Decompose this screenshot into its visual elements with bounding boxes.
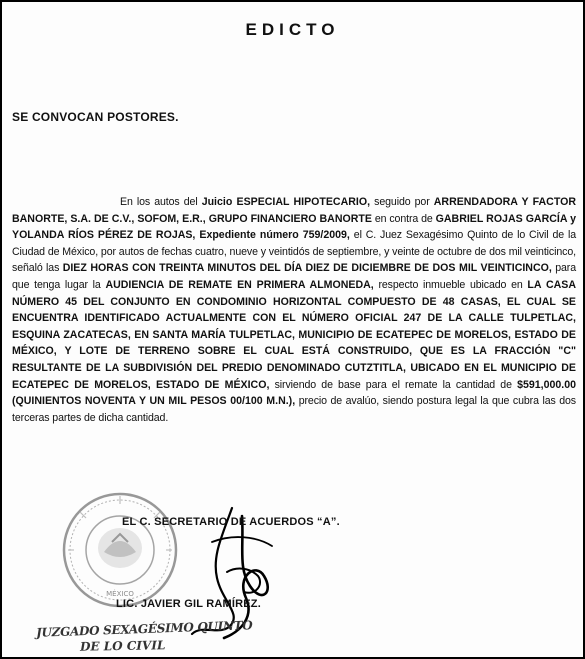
body-bold-4: DIEZ HORAS CON TREINTA MINUTOS DEL DÍA DIEZ DE DICIEMBRE DE DOS MIL VEINTICINCO, [62, 262, 552, 275]
body-text-5: para que tenga lugar la [12, 262, 576, 291]
body-text-2: seguido por [370, 196, 434, 208]
document-title: EDICTO [245, 20, 340, 39]
edict-body-paragraph [12, 194, 576, 426]
body-text-7: sirviendo de base para el remate la cantidad de [269, 378, 518, 391]
body-bold-1: Juicio ESPECIAL HIPOTECARIO, [201, 196, 371, 208]
body-text-1: En los autos del [120, 196, 202, 208]
body-bold-3: GABRIEL ROJAS GARCÍA y YOLANDA RÍOS PÉREZ DE ROJAS, Expediente número 759/2009, [12, 212, 577, 242]
court-seal-icon [60, 490, 180, 610]
signatory-name: LIC. JAVIER GIL RAMÍREZ. [116, 598, 261, 610]
body-bold-7: $591,000.00 (QUINIENTOS NOVENTA Y UN MIL PESOS 00/100 M.N.), [12, 378, 576, 408]
body-bold-6: LA CASA NÚMERO 45 DEL CONJUNTO EN CONDOMINIO HORIZONTAL COMPUESTO DE 48 CASAS, EL CUAL SE ENCUENTRA IDENTIFICADO ACTUALMENTE CON EL NÚMERO OFICIAL 247 DE LA CALLE TULPETLAC, ESQUINA ZACATECAS, EN SANTA MARÍA TULPETLAC, MUNICIPIO DE ECATEPEC DE MORELOS, ESTADO DE MÉXICO, Y LOTE DE TERRENO SOBRE EL CUAL ESTÁ CONSTRUIDO, QUE ES LA FRACCIÓN "C" RESULTANTE DE LA SUBDIVISIÓN DEL PREDIO DENOMINADO CUTZTITLA, UBICADO EN EL MUNICIPIO DE ECATEPEC DE MORELOS, ESTADO DE MÉXICO, [12, 278, 577, 391]
body-text-6: respecto inmueble ubicado en [373, 278, 528, 291]
secretary-title: EL C. SECRETARIO DE ACUERDOS “A”. [122, 516, 340, 528]
body-bold-2: ARRENDADORA Y FACTOR BANORTE, S.A. DE C.V., SOFOM, E.R., GRUPO FINANCIERO BANORTE [12, 196, 576, 225]
court-stamp-line-2: DE LO CIVIL [79, 638, 166, 654]
body-text-4: el C. Juez Sexagésimo Quinto de lo Civil de la Ciudad de México, por autos de fechas cuatro, nueve y veintidós de septiembre, y veinte de octubre de dos mil veinticinco, señaló las [12, 229, 576, 275]
body-text-3: en contra de [371, 212, 436, 225]
convocation-heading: SE CONVOCAN POSTORES. [12, 110, 179, 124]
body-text-8: precio de avalúo, siendo postura legal la que cubra las dos terceras partes de dicha cantidad. [12, 395, 577, 424]
body-bold-5: AUDIENCIA DE REMATE EN PRIMERA ALMONEDA, [105, 278, 374, 291]
court-stamp-line-1: JUZGADO SEXAGÉSIMO QUINTO [35, 618, 253, 640]
seal-text: MÉXICO [106, 590, 134, 598]
